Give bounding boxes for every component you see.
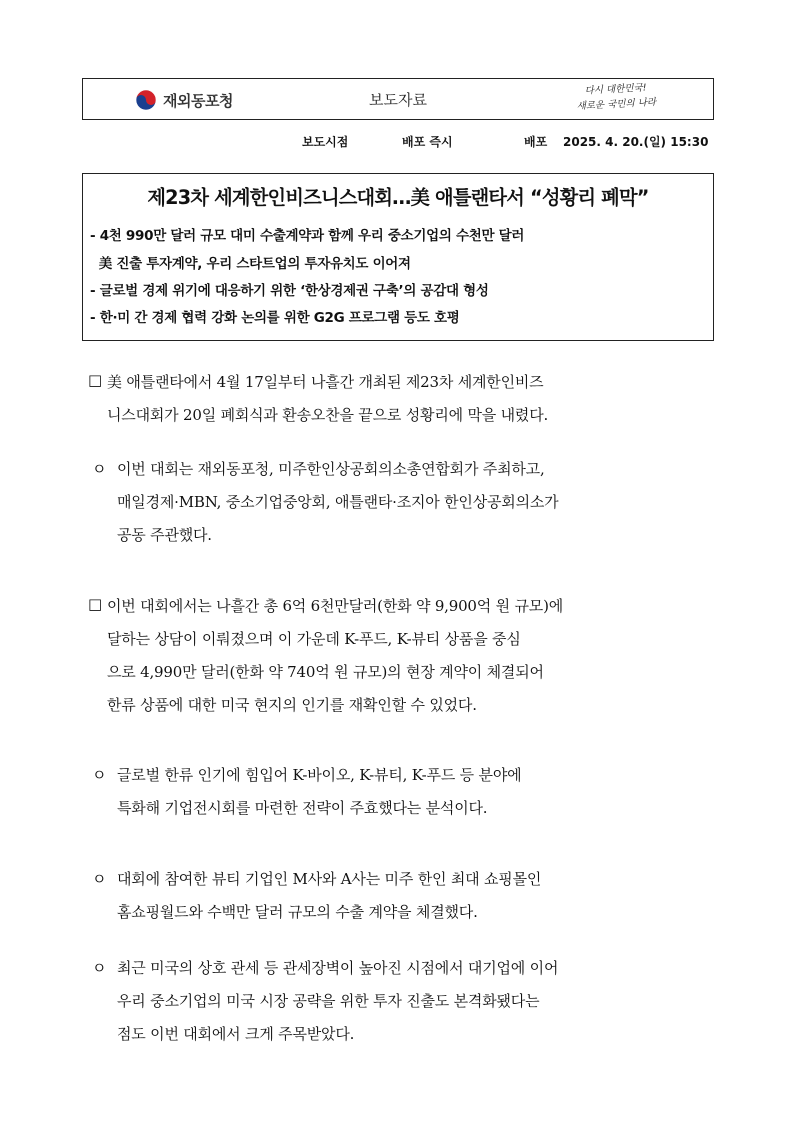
circle-bullet-marker: ㅇ [92,766,107,784]
bullet-line: 매일경제·MBN, 중소기업중앙회, 애틀랜타·조지아 한인상공회의소가 [117,493,559,511]
subheadline: - 4천 990만 달러 규모 대미 수출계약과 함께 우리 중소기업의 수천만 달러 [90,228,525,244]
bullet-line: 특화해 기업전시회를 마련한 전략이 주효했다는 분석이다. [117,799,488,817]
bullet-line: 점도 이번 대회에서 크게 주목받았다. [117,1025,355,1043]
square-bullet-marker: □ [88,595,103,613]
subheadline: - 글로벌 경제 위기에 대응하기 위한 ‘한상경제권 구축’의 공감대 형성 [90,283,489,299]
logo-text: 재외동포청 [163,91,233,110]
paragraph-line: 美 애틀랜타에서 4월 17일부터 나흘간 개최된 제23차 세계한인비즈 [107,373,544,391]
bullet-line: 홈쇼핑월드와 수백만 달러 규모의 수출 계약을 체결했다. [117,903,478,921]
document-type: 보도자료 [369,91,427,109]
bullet-line: 최근 미국의 상호 관세 등 관세장벽이 높아진 시점에서 대기업에 이어 [117,959,559,977]
paragraph-line: 이번 대회에서는 나흘간 총 6억 6천만달러(한화 약 9,900억 원 규모)에 [107,597,564,615]
slogan-line-1: 다시 대한민국! [584,82,647,97]
bullet-line: 공동 주관했다. [117,526,212,544]
distribution-value: 2025. 4. 20.(일) 15:30 [563,135,709,149]
square-bullet-marker: □ [88,371,103,389]
subheadline: - 한·미 간 경제 협력 강화 논의를 위한 G2G 프로그램 등도 호평 [90,310,460,326]
paragraph-line: 으로 4,990만 달러(한화 약 740억 원 규모)의 현장 계약이 체결되어 [107,663,544,681]
release-time-value: 배포 즉시 [402,135,453,149]
paragraph-line: 니스대회가 20일 폐회식과 환송오찬을 끝으로 성황리에 막을 내렸다. [107,406,549,424]
bullet-line: 대회에 참여한 뷰티 기업인 M사와 A사는 미주 한인 최대 쇼핑몰인 [117,870,542,888]
bullet-line: 우리 중소기업의 미국 시장 공략을 위한 투자 진출도 본격화됐다는 [117,992,540,1010]
circle-bullet-marker: ㅇ [92,460,107,478]
subheadline: 美 진출 투자계약, 우리 스타트업의 투자유치도 이어져 [90,256,411,272]
paragraph-line: 한류 상품에 대한 미국 현지의 인기를 재확인할 수 있었다. [107,696,477,714]
circle-bullet-marker: ㅇ [92,959,107,977]
slogan-line-2: 새로운 국민의 나라 [576,96,657,113]
release-time-label: 보도시점 [302,135,349,149]
circle-bullet-marker: ㅇ [92,870,107,888]
distribution-label: 배포 [524,135,548,149]
bullet-line: 글로벌 한류 인기에 힘입어 K-바이오, K-뷰티, K-푸드 등 분야에 [117,766,522,784]
headline-title: 제23차 세계한인비즈니스대회…美 애틀랜타서 “성황리 폐막” [147,186,649,209]
slogan [560,79,671,115]
header-box [82,78,714,120]
paragraph-line: 달하는 상담이 이뤄졌으며 이 가운데 K-푸드, K-뷰티 상품을 중심 [107,630,521,648]
bullet-line: 이번 대회는 재외동포청, 미주한인상공회의소총연합회가 주최하고, [117,460,545,478]
headline-box [82,173,714,341]
